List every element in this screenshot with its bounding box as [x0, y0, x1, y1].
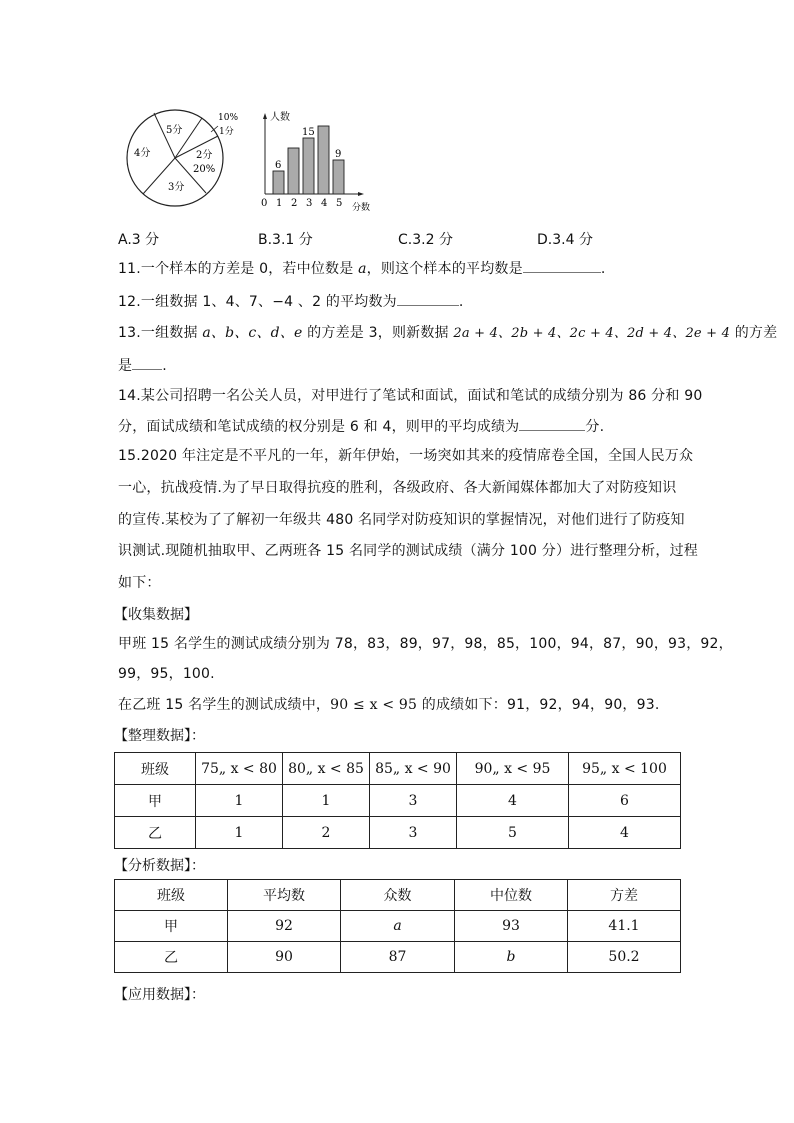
header-cell: 85„ x < 90 — [370, 753, 457, 785]
yi-text-2: 的成绩如下：91，92，94，90，93. — [417, 697, 660, 713]
bar-origin: 0 — [261, 198, 268, 209]
option-b: B.3.1 分 — [258, 232, 313, 248]
jia-scores-line2: 99，95，100. — [118, 666, 215, 682]
yi-scores-line — [118, 695, 660, 715]
question-15-line3: 的宣传.某校为了了解初一年级共 480 名同学对防疫知识的掌握情况，对他们进行了防疫知 — [118, 512, 685, 528]
question-12 — [118, 291, 464, 312]
table-header-row — [115, 753, 681, 785]
q13-text-2: 的方差是 3，则新数据 — [302, 325, 454, 341]
table-row — [115, 911, 681, 942]
question-14: 14.某公司招聘一名公关人员，对甲进行了笔试和面试，面试和笔试的成绩分别为 86 分和 90 — [118, 388, 703, 404]
q13-text: 13.一组数据 — [118, 325, 203, 341]
header-cell: 75„ x < 80 — [196, 753, 283, 785]
header-cell: 中位数 — [455, 880, 568, 911]
table-cell: 4 — [569, 817, 681, 849]
pie-label-3: 3分 — [168, 182, 185, 193]
table-row — [115, 942, 681, 973]
q11-text-2: ，则这个样本的平均数是 — [366, 261, 523, 277]
table-cell: 1 — [196, 785, 283, 817]
option-d: D.3.4 分 — [537, 232, 593, 248]
table-row — [115, 817, 681, 849]
table-cell: 4 — [457, 785, 569, 817]
pie-pct-2: 20% — [193, 164, 216, 175]
header-cell: 平均数 — [228, 880, 341, 911]
bar-value-3: 15 — [302, 127, 315, 138]
header-cell: 90„ x < 95 — [457, 753, 569, 785]
table-cell: 乙 — [115, 817, 196, 849]
q11-var: a — [358, 261, 367, 277]
answer-blank[interactable] — [397, 291, 459, 306]
table-row — [115, 785, 681, 817]
q11-text: 11.一个样本的方差是 0，若中位数是 — [118, 261, 359, 277]
table-cell: 90 — [228, 942, 341, 973]
frequency-table — [114, 752, 681, 849]
q14-text: 分，面试成绩和笔试成绩的权分别是 6 和 4，则甲的平均成绩为 — [118, 419, 520, 435]
bar-tick-3: 3 — [306, 198, 313, 209]
q13-end: . — [162, 358, 167, 374]
q12-text: 12.一组数据 1、4、7、−4 、2 的平均数为 — [118, 294, 397, 310]
organize-data-heading: 【整理数据】： — [114, 728, 205, 744]
pie-label-2: 2分 — [196, 150, 213, 161]
table-cell: 甲 — [115, 785, 196, 817]
q13-vars: a、b、c、d、e — [202, 325, 303, 341]
question-13-line2 — [118, 355, 167, 376]
question-13 — [118, 323, 777, 344]
option-a: A.3 分 — [118, 232, 160, 248]
bar-tick-1: 1 — [276, 198, 283, 209]
table-cell: 5 — [457, 817, 569, 849]
table-cell: 50.2 — [568, 942, 681, 973]
question-15-line5: 如下： — [118, 575, 161, 591]
table-cell: 1 — [196, 817, 283, 849]
header-cell: 班级 — [115, 880, 228, 911]
yi-text: 在乙班 15 名学生的测试成绩中， — [118, 697, 331, 713]
jia-scores-line1: 甲班 15 名学生的测试成绩分别为 78，83，89，97，98，85，100，94，87，90，93，92， — [118, 636, 733, 652]
table-cell: 3 — [370, 785, 457, 817]
bar-xlabel: 分数 — [352, 203, 371, 213]
table-cell: 41.1 — [568, 911, 681, 942]
table-cell: 92 — [228, 911, 341, 942]
table-cell: 2 — [283, 817, 370, 849]
table-cell: 87 — [341, 942, 455, 973]
table-cell: 乙 — [115, 942, 228, 973]
q13-text-3: 的方差 — [730, 325, 778, 341]
table-cell: b — [455, 942, 568, 973]
answer-blank[interactable] — [523, 258, 601, 273]
header-cell: 95„ x < 100 — [569, 753, 681, 785]
table-header-row — [115, 880, 681, 911]
bar-chart — [255, 104, 375, 214]
q13-expr: 2a + 4、2b + 4、2c + 4、2d + 4、2e + 4 — [453, 326, 731, 341]
question-14-line2 — [118, 416, 604, 437]
table-cell: 3 — [370, 817, 457, 849]
statistics-table — [114, 879, 681, 973]
table-cell: 1 — [283, 785, 370, 817]
table-cell: 甲 — [115, 911, 228, 942]
bar-value-5: 9 — [335, 149, 342, 160]
header-cell: 班级 — [115, 753, 196, 785]
yi-condition: 90 ≤ x < 95 — [330, 697, 418, 713]
question-15-line2: 一心，抗战疫情.为了早日取得抗疫的胜利，各级政府、各大新闻媒体都加大了对防疫知识 — [118, 480, 677, 496]
pie-label-4: 4分 — [134, 148, 151, 159]
pie-label-5: 5分 — [166, 125, 183, 136]
option-c: C.3.2 分 — [398, 232, 453, 248]
table-cell: 6 — [569, 785, 681, 817]
apply-data-heading: 【应用数据】： — [114, 987, 205, 1003]
question-11 — [118, 258, 605, 279]
header-cell: 80„ x < 85 — [283, 753, 370, 785]
bar-tick-5: 5 — [336, 198, 343, 209]
bar-tick-2: 2 — [291, 198, 298, 209]
q14-end: 分. — [585, 419, 605, 435]
question-15-line4: 识测试.现随机抽取甲、乙两班各 15 名同学的测试成绩（满分 100 分）进行整理分析，过程 — [118, 543, 698, 559]
header-cell: 众数 — [341, 880, 455, 911]
pie-label-1: 1分 — [219, 127, 234, 137]
pie-pct-1: 10% — [218, 113, 239, 123]
collect-data-heading: 【收集数据】 — [114, 607, 198, 623]
q12-end: . — [458, 294, 464, 310]
header-cell: 方差 — [568, 880, 681, 911]
bar-tick-4: 4 — [321, 198, 328, 209]
q13-text-4: 是 — [118, 358, 133, 374]
table-cell: a — [341, 911, 455, 942]
q11-end: . — [600, 261, 606, 277]
answer-blank[interactable] — [519, 416, 585, 431]
question-15-line1: 15.2020 年注定是不平凡的一年，新年伊始，一场突如其来的疫情席卷全国，全国人民万众 — [118, 448, 694, 464]
bar-ylabel: 人数 — [270, 112, 290, 123]
pie-chart — [118, 104, 248, 214]
bar-value-1: 6 — [275, 160, 282, 171]
table-cell: 93 — [455, 911, 568, 942]
answer-blank[interactable] — [132, 355, 162, 370]
analyze-data-heading: 【分析数据】： — [114, 858, 205, 874]
